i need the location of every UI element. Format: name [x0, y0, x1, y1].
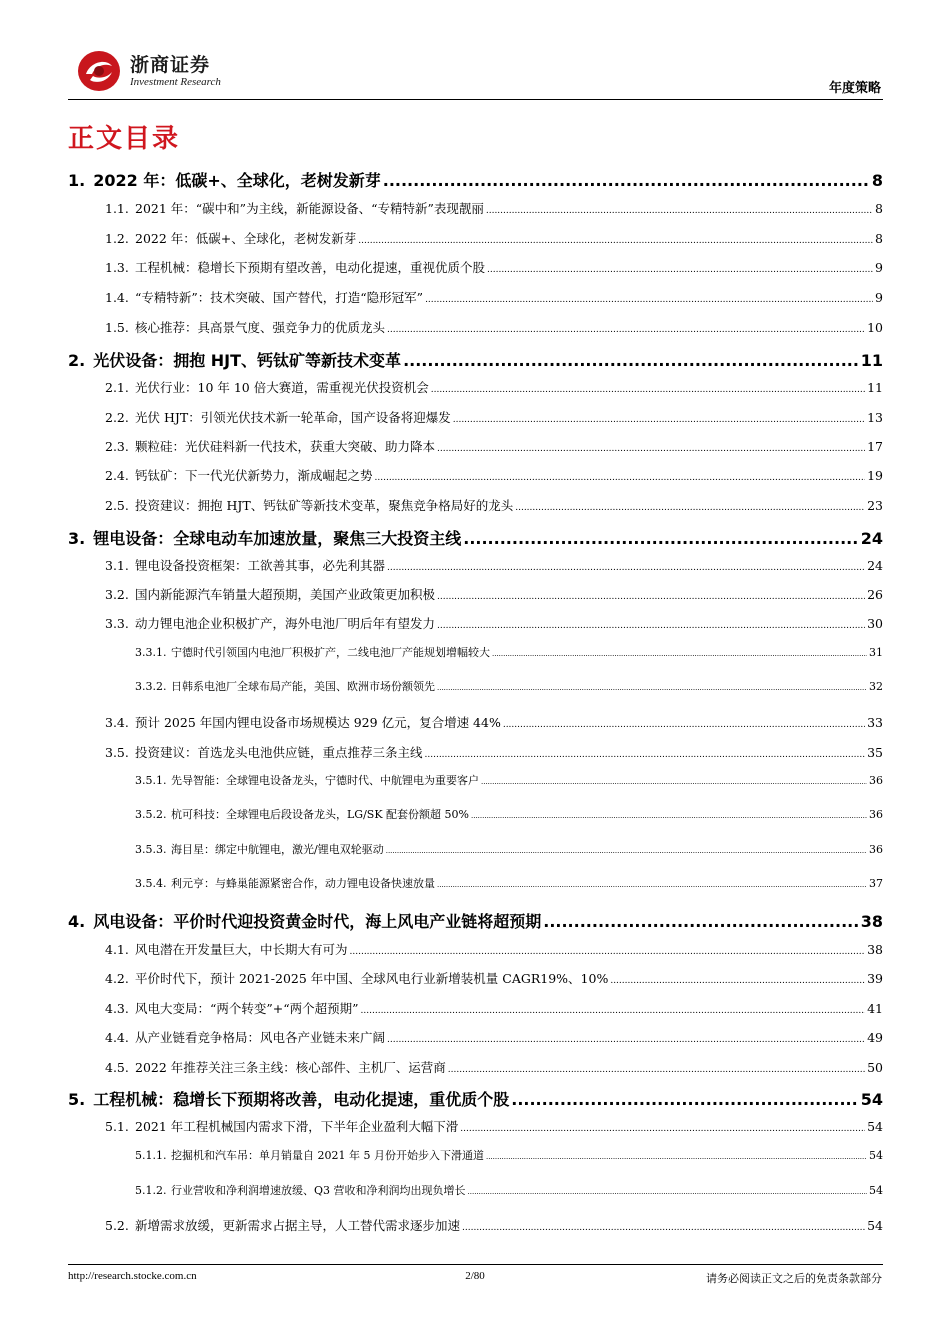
toc-entry-number: 1.3.	[105, 260, 129, 275]
toc-title: 正文目录	[68, 124, 181, 154]
toc-entry-title: 动力锂电池企业积极扩产，海外电池厂明后年有望发力	[135, 616, 436, 631]
toc-entry-title: 挖掘机和汽车吊：单月销量自 2021 年 5 月份开始步入下滑通道	[171, 1149, 484, 1162]
toc-entry-page: 13	[867, 410, 883, 425]
toc-entry-number: 1.	[68, 171, 86, 190]
toc-leader-dots	[437, 621, 865, 631]
toc-leader-dots	[460, 1124, 865, 1134]
toc-entry-level2[interactable]	[68, 556, 883, 574]
toc-entry-title: 锂电设备投资框架：工欲善其事，必先利其器	[135, 558, 386, 573]
toc-leader-dots	[492, 650, 867, 658]
toc-entry-level3[interactable]	[68, 806, 883, 822]
toc-entry-title: 光伏行业：10 年 10 倍大赛道，需重视光伏投资机会	[135, 380, 429, 395]
toc-entry-level3[interactable]	[68, 1182, 883, 1198]
toc-entry-level2[interactable]	[68, 199, 883, 217]
toc-entry-title: 国内新能源汽车销量大超预期，美国产业政策更加积极	[135, 587, 436, 602]
toc-entry-page: 37	[869, 877, 883, 890]
toc-entry-page: 35	[867, 745, 883, 760]
toc-entry-level3[interactable]	[68, 678, 883, 694]
toc-entry-number: 3.3.	[105, 616, 129, 631]
toc-entry-number: 3.3.1.	[135, 646, 167, 659]
toc-leader-dots	[610, 976, 865, 986]
toc-entry-title: 2022 年推荐关注三条主线：核心部件、主机厂、运营商	[135, 1060, 446, 1075]
toc-entry-title: 从产业链看竞争格局：风电各产业链未来广阔	[135, 1030, 386, 1045]
toc-entry-title: 2021 年：“碳中和”为主线，新能源设备、“专精特新”表现靓丽	[135, 201, 484, 216]
header-divider	[68, 99, 883, 100]
toc-entry-number: 4.5.	[105, 1060, 129, 1075]
toc-entry-title: 行业营收和净利润增速放缓、Q3 营收和净利润均出现负增长	[171, 1184, 466, 1197]
toc-entry-number: 4.3.	[105, 1001, 129, 1016]
toc-leader-dots	[350, 947, 866, 957]
toc-entry-level2[interactable]	[68, 940, 883, 958]
toc-entry-level2[interactable]	[68, 1117, 883, 1135]
toc-entry-level2[interactable]	[68, 496, 883, 514]
toc-entry-level2[interactable]	[68, 229, 883, 247]
toc-entry-level2[interactable]	[68, 743, 883, 761]
toc-entry-number: 3.5.	[105, 745, 129, 760]
toc-entry-page: 11	[867, 380, 883, 395]
toc-entry-page: 8	[875, 201, 883, 216]
toc-entry-number: 2.1.	[105, 380, 129, 395]
toc-leader-dots	[463, 529, 859, 548]
toc-entry-level2[interactable]	[68, 1028, 883, 1046]
toc-entry-title: 新增需求放缓，更新需求占据主导，人工替代需求逐步加速	[135, 1218, 461, 1233]
toc-entry-number: 3.5.4.	[135, 877, 167, 890]
toc-entry-title: 光伏设备：拥抱 HJT、钙钛矿等新技术变革	[93, 351, 402, 370]
toc-entry-page: 24	[867, 558, 883, 573]
toc-entry-level2[interactable]	[68, 1216, 883, 1234]
toc-leader-dots	[437, 444, 865, 454]
toc-entry-level2[interactable]	[68, 466, 883, 484]
toc-leader-dots	[511, 1090, 859, 1109]
toc-entry-title: 风电潜在开发量巨大，中长期大有可为	[135, 942, 348, 957]
toc-entry-page: 9	[875, 260, 883, 275]
toc-entry-title: 预计 2025 年国内锂电设备市场规模达 929 亿元，复合增速 44%	[135, 715, 501, 730]
toc-entry-title: 风电设备：平价时代迎投资黄金时代，海上风电产业链将超预期	[93, 912, 542, 931]
toc-entry-title: “专精特新”：技术突破、国产替代，打造“隐形冠军”	[135, 290, 424, 305]
toc-entry-page: 50	[867, 1060, 883, 1075]
toc-entry-number: 2.2.	[105, 410, 129, 425]
toc-entry-level2[interactable]	[68, 288, 883, 306]
toc-leader-dots	[425, 750, 866, 760]
toc-entry-title: 先导智能：全球锂电设备龙头，宁德时代、中航锂电为重要客户	[171, 774, 479, 787]
toc-entry-number: 5.2.	[105, 1218, 129, 1233]
toc-leader-dots	[437, 684, 867, 692]
toc-entry-page: 54	[867, 1119, 883, 1134]
toc-entry-level2[interactable]	[68, 437, 883, 455]
toc-leader-dots	[503, 720, 865, 730]
toc-leader-dots	[387, 325, 865, 335]
toc-entry-title: 利元亨：与蜂巢能源紧密合作，动力锂电设备快速放量	[171, 877, 435, 890]
toc-entry-page: 8	[875, 231, 883, 246]
toc-leader-dots	[481, 778, 867, 786]
toc-entry-page: 31	[869, 646, 883, 659]
toc-entry-page: 24	[860, 529, 883, 548]
toc-entry-level2[interactable]	[68, 1058, 883, 1076]
toc-entry-title: 颗粒硅：光伏硅料新一代技术，获重大突破、助力降本	[135, 439, 436, 454]
toc-leader-dots	[437, 592, 865, 602]
toc-entry-page: 19	[867, 468, 883, 483]
toc-leader-dots	[387, 1035, 865, 1045]
toc-entry-level2[interactable]	[68, 969, 883, 987]
brand-subtitle: Investment Research	[130, 76, 221, 88]
toc-leader-dots	[543, 912, 859, 931]
toc-entry-page: 32	[869, 680, 883, 693]
toc-entry-title: 风电大变局：“两个转变”+“两个超预期”	[135, 1001, 359, 1016]
toc-entry-level1[interactable]	[68, 909, 883, 932]
toc-leader-dots	[386, 847, 867, 855]
toc-entry-level2[interactable]	[68, 999, 883, 1017]
toc-leader-dots	[361, 1006, 866, 1016]
toc-entry-number: 3.	[68, 529, 86, 548]
toc-entry-title: 2022 年：低碳+、全球化，老树发新芽	[93, 171, 381, 190]
toc-entry-page: 33	[867, 715, 883, 730]
toc-entry-number: 3.5.2.	[135, 808, 167, 821]
page-header	[68, 40, 883, 102]
toc-entry-page: 38	[860, 912, 883, 931]
toc-entry-level3[interactable]	[68, 841, 883, 857]
toc-entry-number: 1.2.	[105, 231, 129, 246]
toc-entry-title: 2021 年工程机械国内需求下滑，下半年企业盈利大幅下滑	[135, 1119, 459, 1134]
toc-entry-page: 10	[867, 320, 883, 335]
toc-entry-level3[interactable]	[68, 772, 883, 788]
toc-entry-number: 1.4.	[105, 290, 129, 305]
toc-entry-title: 投资建议：首选龙头电池供应链，重点推荐三条主线	[135, 745, 423, 760]
toc-entry-title: 海目星：绑定中航锂电，激光/锂电双轮驱动	[171, 843, 384, 856]
toc-entry-level3[interactable]	[68, 644, 883, 660]
toc-leader-dots	[453, 415, 865, 425]
toc-leader-dots	[403, 351, 859, 370]
toc-entry-number: 1.5.	[105, 320, 129, 335]
toc-entry-page: 36	[869, 843, 883, 856]
toc-entry-page: 49	[867, 1030, 883, 1045]
toc-entry-page: 23	[867, 498, 883, 513]
toc-entry-page: 54	[869, 1149, 883, 1162]
toc-entry-page: 30	[867, 616, 883, 631]
toc-entry-page: 54	[860, 1090, 883, 1109]
report-type: 年度策略	[828, 81, 881, 96]
toc-entry-title: 平价时代下，预计 2021-2025 年中国、全球风电行业新增装机量 CAGR19%、10%	[135, 971, 609, 986]
toc-entry-page: 39	[867, 971, 883, 986]
toc-entry-number: 3.5.1.	[135, 774, 167, 787]
footer-url[interactable]: http://research.stocke.com.cn	[68, 1270, 197, 1282]
toc-entry-title: 工程机械：稳增长下预期将改善，电动化提速，重优质个股	[93, 1090, 510, 1109]
toc-entry-page: 9	[875, 290, 883, 305]
toc-entry-page: 36	[869, 808, 883, 821]
toc-leader-dots	[486, 1153, 867, 1161]
toc-entry-title: 工程机械：稳增长下预期有望改善，电动化提速，重视优质个股	[135, 260, 486, 275]
toc-leader-dots	[471, 812, 867, 820]
toc-leader-dots	[487, 265, 873, 275]
toc-entry-number: 4.1.	[105, 942, 129, 957]
toc-entry-level2[interactable]	[68, 585, 883, 603]
toc-entry-number: 3.4.	[105, 715, 129, 730]
toc-entry-number: 5.1.	[105, 1119, 129, 1134]
toc-leader-dots	[468, 1188, 867, 1196]
toc-entry-title: 锂电设备：全球电动车加速放量，聚焦三大投资主线	[93, 529, 462, 548]
footer-page-number: 2/80	[465, 1270, 485, 1282]
toc-entry-number: 4.2.	[105, 971, 129, 986]
toc-leader-dots	[486, 206, 873, 216]
toc-entry-page: 17	[867, 439, 883, 454]
toc-leader-dots	[437, 881, 867, 889]
toc-entry-page: 26	[867, 587, 883, 602]
toc-entry-page: 36	[869, 774, 883, 787]
toc-entry-number: 2.	[68, 351, 86, 370]
toc-entry-number: 4.	[68, 912, 86, 931]
toc-entry-level1[interactable]	[68, 348, 883, 371]
toc-entry-page: 38	[867, 942, 883, 957]
toc-leader-dots	[448, 1065, 865, 1075]
toc-entry-title: 杭可科技：全球锂电后段设备龙头，LG/SK 配套份额超 50%	[171, 808, 469, 821]
toc-entry-number: 5.1.2.	[135, 1184, 167, 1197]
toc-entry-number: 5.	[68, 1090, 86, 1109]
toc-entry-level2[interactable]	[68, 408, 883, 426]
toc-entry-level1[interactable]	[68, 168, 883, 191]
toc-entry-number: 1.1.	[105, 201, 129, 216]
toc-entry-title: 2022 年：低碳+、全球化，老树发新芽	[135, 231, 357, 246]
toc-entry-title: 核心推荐：具高景气度、强竞争力的优质龙头	[135, 320, 386, 335]
brand-name: 浙商证券	[130, 54, 211, 76]
toc-entry-level3[interactable]	[68, 1147, 883, 1163]
toc-entry-title: 钙钛矿：下一代光伏新势力，渐成崛起之势	[135, 468, 373, 483]
toc-entry-number: 2.4.	[105, 468, 129, 483]
toc-entry-number: 3.3.2.	[135, 680, 167, 693]
toc-entry-title: 投资建议：拥抱 HJT、钙钛矿等新技术变革，聚焦竞争格局好的龙头	[135, 498, 514, 513]
toc-entry-title: 日韩系电池厂全球布局产能，美国、欧洲市场份额领先	[171, 680, 435, 693]
toc-entry-level2[interactable]	[68, 258, 883, 276]
toc-entry-page: 11	[860, 351, 883, 370]
toc-leader-dots	[375, 473, 866, 483]
toc-leader-dots	[387, 563, 865, 573]
toc-entry-level2[interactable]	[68, 713, 883, 731]
toc-entry-number: 3.2.	[105, 587, 129, 602]
toc-entry-level2[interactable]	[68, 318, 883, 336]
toc-leader-dots	[431, 385, 865, 395]
toc-leader-dots	[383, 171, 870, 190]
footer-divider	[68, 1264, 883, 1265]
toc-entry-number: 2.5.	[105, 498, 129, 513]
toc-entry-title: 宁德时代引领国内电池厂积极扩产，二线电池厂产能规划增幅较大	[171, 646, 490, 659]
toc-entry-page: 8	[871, 171, 883, 190]
toc-entry-level1[interactable]	[68, 1087, 883, 1110]
toc-entry-page: 54	[869, 1184, 883, 1197]
toc-entry-level2[interactable]	[68, 378, 883, 396]
toc-leader-dots	[515, 503, 865, 513]
toc-entry-page: 41	[867, 1001, 883, 1016]
zheshang-securities-logo-icon	[76, 48, 122, 94]
toc-entry-number: 3.1.	[105, 558, 129, 573]
toc-entry-number: 2.3.	[105, 439, 129, 454]
toc-entry-number: 5.1.1.	[135, 1149, 167, 1162]
toc-entry-level1[interactable]	[68, 526, 883, 549]
toc-entry-title: 光伏 HJT：引领光伏技术新一轮革命，国产设备将迎爆发	[135, 410, 451, 425]
toc-leader-dots	[462, 1223, 865, 1233]
toc-entry-level2[interactable]	[68, 614, 883, 632]
toc-entry-number: 3.5.3.	[135, 843, 167, 856]
toc-leader-dots	[425, 295, 873, 305]
toc-entry-number: 4.4.	[105, 1030, 129, 1045]
toc-entry-page: 54	[867, 1218, 883, 1233]
footer-disclaimer: 请务必阅读正文之后的免责条款部分	[706, 1272, 882, 1285]
toc-leader-dots	[358, 236, 873, 246]
toc-entry-level3[interactable]	[68, 875, 883, 891]
